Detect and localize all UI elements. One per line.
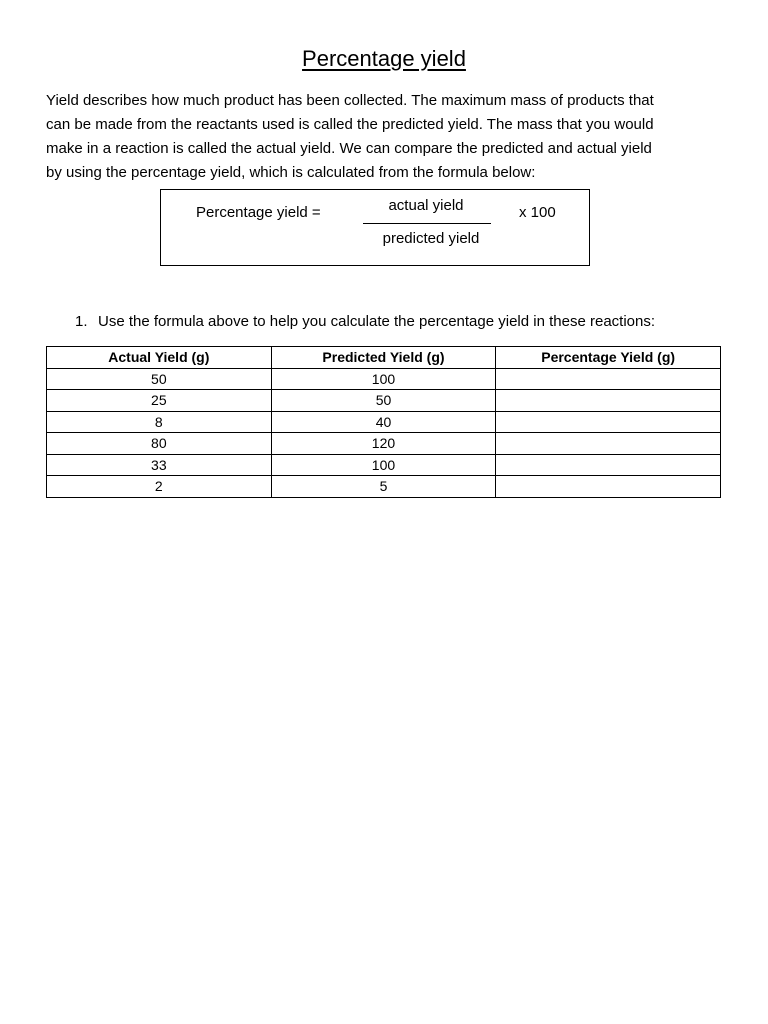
predicted-yield-cell: 50 [271,390,496,412]
predicted-yield-cell: 100 [271,454,496,476]
intro-line: make in a reaction is called the actual yield. We can compare the predicted and actual yield [46,140,652,157]
intro-line: can be made from the reactants used is called the predicted yield. The mass that you would [46,116,654,133]
percentage-yield-cell[interactable] [496,390,721,412]
question-number: 1. [75,313,88,330]
formula-denominator: predicted yield [382,230,480,247]
predicted-yield-cell: 120 [271,433,496,455]
intro-line: Yield describes how much product has been collected. The maximum mass of products that [46,92,654,109]
predicted-yield-cell: 40 [271,411,496,433]
header-actual-yield: Actual Yield (g) [47,347,272,369]
formula-box [160,189,590,266]
predicted-yield-cell: 5 [271,476,496,498]
fraction-bar [363,223,491,224]
actual-yield-cell: 8 [47,411,272,433]
percentage-yield-cell[interactable] [496,454,721,476]
header-percentage-yield: Percentage Yield (g) [496,347,721,369]
percentage-yield-cell[interactable] [496,476,721,498]
formula-multiplier: x 100 [519,204,556,221]
intro-paragraph [46,89,736,185]
formula-label: Percentage yield = [196,204,321,221]
page-title-text: Percentage yield [302,46,466,71]
percentage-yield-cell[interactable] [496,368,721,390]
predicted-yield-cell: 100 [271,368,496,390]
actual-yield-cell: 33 [47,454,272,476]
table-row [47,433,721,455]
table-row [47,368,721,390]
table-row [47,454,721,476]
intro-line: by using the percentage yield, which is calculated from the formula below: [46,164,536,181]
question-1 [75,311,655,333]
actual-yield-cell: 2 [47,476,272,498]
percentage-yield-cell[interactable] [496,411,721,433]
header-predicted-yield: Predicted Yield (g) [271,347,496,369]
question-text: Use the formula above to help you calculate the percentage yield in these reactions: [98,313,656,330]
actual-yield-cell: 50 [47,368,272,390]
table-row [47,476,721,498]
actual-yield-cell: 80 [47,433,272,455]
actual-yield-cell: 25 [47,390,272,412]
percentage-yield-cell[interactable] [496,433,721,455]
formula-numerator: actual yield [388,197,464,214]
page-title [0,44,768,74]
table-header-row [47,347,721,369]
yield-table [46,346,721,498]
table-row [47,411,721,433]
table-row [47,390,721,412]
